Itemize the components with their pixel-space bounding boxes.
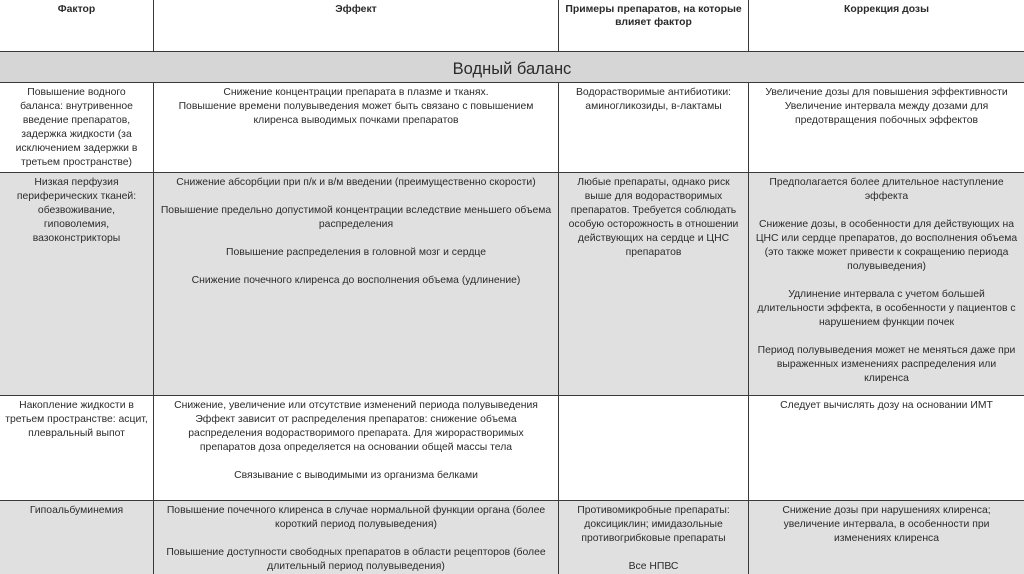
factor-cell: Накопление жидкости в третьем пространстве: асцит, плевральный выпот [5,400,148,439]
correction-text: Снижение дозы при нарушениях клиренса; увеличение интервала, в особенности при изменениях клиренса [782,505,991,544]
table-row [0,396,1024,500]
examples-text: Водорастворимые антибиотики: аминогликозиды, в-лактамы [575,87,732,112]
correction-cell [749,501,1024,574]
examples-cell [559,396,748,500]
table-row [0,83,1024,172]
examples-text: Все НПВС [628,561,679,572]
factor-cell: Низкая перфузия периферических тканей: обезвоживание, гиповолемия, вазоконстрикторы [16,177,137,244]
effect-text: Повышение времени полувыведения может быть связано с повышением клиренса выводимых почками препаратов [178,101,534,126]
correction-text: Период полувыведения может не меняться даже при выраженных изменениях распределения или клиренса [757,345,1016,384]
table-row [0,501,1024,574]
correction-text: Удлинение интервала с учетом большей длительности эффекта, в особенности у пациентов с нарушением функции почек [757,289,1016,328]
header-examples: Примеры препаратов, на которые влияет фактор [565,4,742,28]
correction-cell [749,83,1024,172]
correction-cell [749,173,1024,395]
effect-cell [154,501,558,574]
effect-text: Связывание с выводимыми из организма белками [234,470,478,481]
effect-text: Снижение почечного клиренса до восполнения объема (удлинение) [191,275,521,286]
correction-text: Снижение дозы, в особенности для действующих на ЦНС или сердце препаратов, до восполнения объема (это также может привести к сокращению периода полувыведения) [755,219,1018,272]
factor-cell: Гипоальбуминемия [29,505,124,516]
effect-text: Эффект зависит от распределения препаратов: снижение объема распределения водорастворимого препарата. Для жирорастворимых препаратов доза определяется на основании общей массы тела [188,414,524,453]
examples-cell [559,173,748,395]
effect-text: Повышение почечного клиренса в случае нормальной функции органа (более короткий период полувыведения) [166,505,546,530]
correction-text: Увеличение дозы для повышения эффективности [765,87,1008,98]
examples-text: Противомикробные препараты: доксициклин; имидазольные противогрибковые препараты [577,505,730,544]
effect-text: Снижение концентрации препарата в плазме и тканях. [223,87,489,98]
effect-cell [154,173,558,395]
table-header-row [0,0,1024,51]
section-title: Водный баланс [452,60,572,78]
examples-cell [559,501,748,574]
header-factor: Фактор [57,4,96,15]
section-row-water-balance [0,52,1024,82]
correction-text: Предполагается более длительное наступление эффекта [769,177,1004,202]
correction-cell [749,396,1024,500]
header-correction: Коррекция дозы [844,4,929,15]
effect-text: Повышение распределения в головной мозг и сердце [226,247,486,258]
table-row [0,173,1024,395]
factor-cell: Повышение водного баланса: внутривенное введение препаратов, задержка жидкости (за исключением задержки в третьем пространстве) [15,87,138,168]
examples-cell [559,83,748,172]
examples-text: Любые препараты, однако риск выше для водорастворимых препаратов. Требуется соблюдать особую осторожность в отношении действующих на сердце и ЦНС препаратов [568,177,739,258]
correction-text: Увеличение интервала между дозами для предотвращения побочных эффектов [784,101,989,126]
effect-text: Снижение абсорбции при п/к и в/м введении (преимущественно скорости) [176,177,536,188]
effect-text: Повышение доступности свободных препаратов в области рецепторов (более длительный период полувыведения) [166,547,546,572]
effect-text: Повышение предельно допустимой концентрации вследствие меньшего объема распределения [160,205,552,230]
effect-cell [154,396,558,500]
effect-cell [154,83,558,172]
effect-text: Снижение, увеличение или отсутствие изменений периода полувыведения [174,400,538,411]
header-effect: Эффект [335,4,377,15]
correction-text: Следует вычислять дозу на основании ИМТ [780,400,993,411]
